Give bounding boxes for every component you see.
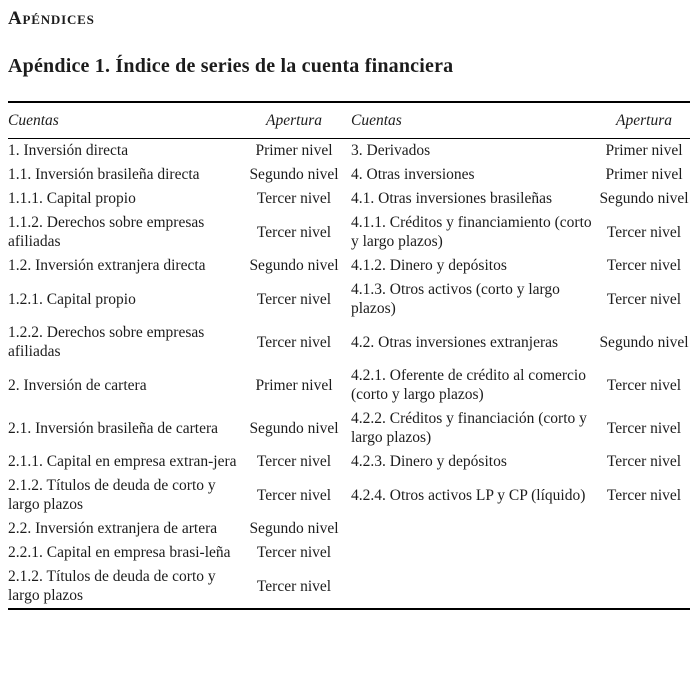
cell-cuenta-right: 3. Derivados: [351, 142, 431, 159]
table-row: [8, 541, 690, 565]
table-body: [8, 139, 690, 610]
cell-apertura-left: Primer nivel: [255, 376, 333, 394]
header-cuentas-left: Cuentas: [8, 102, 244, 139]
cell-apertura-left: Tercer nivel: [256, 333, 332, 351]
cell-cuenta-right: 4.1. Otras inversiones brasileñas: [351, 190, 553, 207]
cell-apertura-left: Tercer nivel: [256, 290, 332, 308]
cell-apertura-right: Tercer nivel: [606, 223, 682, 241]
table-row: [8, 278, 690, 321]
table-row: [8, 450, 690, 474]
cell-apertura-left: Tercer nivel: [256, 223, 332, 241]
cell-cuenta-left: 1.1.1. Capital propio: [8, 190, 136, 207]
section-title: Apéndices: [8, 8, 95, 29]
header-cuentas-right: Cuentas: [344, 102, 598, 139]
cell-apertura-left: Primer nivel: [255, 142, 333, 159]
cell-apertura-right: Tercer nivel: [606, 290, 682, 308]
cell-cuenta-left: 1.2.1. Capital propio: [8, 290, 136, 308]
table-row: [8, 474, 690, 517]
cell-apertura-left: Segundo nivel: [249, 419, 339, 437]
cell-apertura-left: Tercer nivel: [256, 544, 332, 561]
cell-cuenta-left: 2. Inversión de cartera: [8, 376, 147, 394]
cell-cuenta-left: 2.1.2. Títulos de deuda de corto y largo plazos: [8, 477, 216, 513]
table-row: [8, 187, 690, 211]
cell-cuenta-right: 4.2.1. Oferente de crédito al comercio (corto y largo plazos): [351, 367, 586, 403]
table-row: [8, 517, 690, 541]
cell-cuenta-left: 1.1. Inversión brasileña directa: [8, 166, 200, 183]
cell-apertura-right: [598, 541, 690, 565]
cell-cuenta-left: 1.1.2. Derechos sobre empresas afiliadas: [8, 214, 205, 250]
table-header: [8, 102, 690, 139]
cell-cuenta-right: 4.1.2. Dinero y depósitos: [351, 257, 507, 274]
cell-cuenta-left: 2.1.1. Capital en empresa extran-jera: [8, 453, 237, 470]
cell-cuenta-right: 4.1.1. Créditos y financiamiento (corto y largo plazos): [351, 214, 592, 250]
cell-apertura-right: Segundo nivel: [599, 333, 689, 351]
cell-cuenta-right: [344, 565, 598, 609]
table-row: [8, 321, 690, 364]
cell-apertura-left: Segundo nivel: [249, 166, 339, 183]
cell-cuenta-left: 1. Inversión directa: [8, 142, 129, 159]
cell-apertura-left: Tercer nivel: [256, 486, 332, 504]
cell-cuenta-left: 2.1. Inversión brasileña de cartera: [8, 419, 219, 437]
cell-cuenta-right: 4.1.3. Otros activos (corto y largo plazos): [351, 281, 560, 317]
cell-apertura-left: Tercer nivel: [256, 453, 332, 470]
cell-cuenta-right: 4. Otras inversiones: [351, 166, 475, 183]
table-row: [8, 139, 690, 164]
cell-apertura-right: Tercer nivel: [606, 376, 682, 394]
cell-cuenta-left: 1.2.2. Derechos sobre empresas afiliadas: [8, 324, 205, 360]
cell-apertura-left: Tercer nivel: [256, 577, 332, 595]
cell-apertura-left: Segundo nivel: [249, 257, 339, 274]
cell-apertura-right: Tercer nivel: [606, 486, 682, 504]
header-apertura-left: Apertura: [244, 102, 344, 139]
cell-apertura-right: [598, 565, 690, 609]
table-row: [8, 565, 690, 609]
cell-cuenta-right: 4.2.3. Dinero y depósitos: [351, 453, 507, 470]
page-title: Apéndice 1. Índice de series de la cuenta financiera: [8, 55, 454, 77]
cell-apertura-right: Tercer nivel: [606, 419, 682, 437]
cell-apertura-right: Segundo nivel: [599, 190, 689, 207]
table-row: [8, 211, 690, 254]
cell-apertura-right: Primer nivel: [605, 142, 683, 159]
cell-apertura-right: Primer nivel: [605, 166, 683, 183]
cell-cuenta-right: 4.2.2. Créditos y financiación (corto y largo plazos): [351, 410, 587, 446]
cell-cuenta-left: 2.2.1. Capital en empresa brasi-leña: [8, 544, 231, 561]
cell-apertura-left: Segundo nivel: [249, 520, 339, 537]
table-header-row: [8, 102, 690, 139]
cell-cuenta-right: 4.2.4. Otros activos LP y CP (líquido): [351, 486, 586, 504]
financial-account-series-table: [8, 101, 690, 610]
cell-apertura-right: [598, 517, 690, 541]
header-apertura-right: Apertura: [598, 102, 690, 139]
table-row: [8, 163, 690, 187]
cell-cuenta-right: [344, 517, 598, 541]
cell-cuenta-left: 2.1.2. Títulos de deuda de corto y largo plazos: [8, 568, 216, 604]
table-row: [8, 254, 690, 278]
table-row: [8, 407, 690, 450]
cell-apertura-right: Tercer nivel: [606, 453, 682, 470]
cell-cuenta-right: 4.2. Otras inversiones extranjeras: [351, 333, 559, 351]
table-row: [8, 364, 690, 407]
cell-cuenta-left: 1.2. Inversión extranjera directa: [8, 257, 206, 274]
cell-cuenta-left: 2.2. Inversión extranjera de artera: [8, 520, 218, 537]
cell-apertura-left: Tercer nivel: [256, 190, 332, 207]
cell-apertura-right: Tercer nivel: [606, 257, 682, 274]
cell-cuenta-right: [344, 541, 598, 565]
